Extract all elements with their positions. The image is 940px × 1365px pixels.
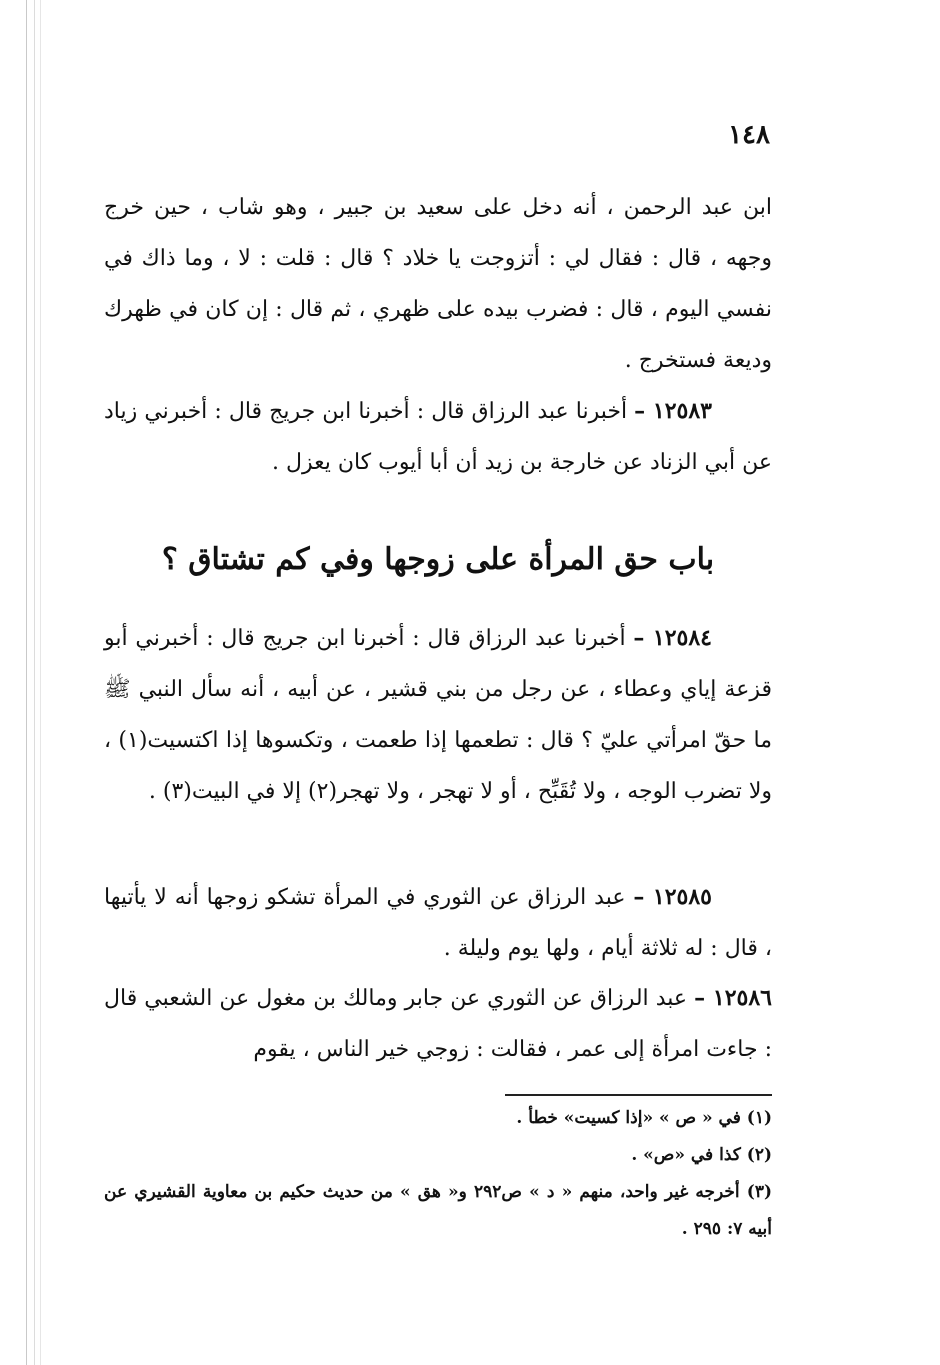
hadith-number: ١٢٥٨٦ – <box>694 985 772 1011</box>
hadith-number: ١٢٥٨٣ – <box>634 398 712 424</box>
paragraph-continuation <box>104 182 772 386</box>
footnote-2: (٢) كذا في «ص» . <box>631 1145 772 1165</box>
hadith-text: عبد الرزاق عن الثوري في المرأة تشكو زوجها أنه لا يأتيها ، قال : له ثلاثة أيام ، ولها يوم وليلة . <box>104 885 772 961</box>
hadith-text: عبد الرزاق عن الثوري عن جابر ومالك بن مغول عن الشعبي قال : جاءت امرأة إلى عمر ، فقالت : زوجي خير الناس ، يقوم <box>104 986 772 1062</box>
hadith-text: أخبرنا عبد الرزاق قال : أخبرنا ابن جريج قال : أخبرني زياد عن أبي الزناد عن خارجة بن زيد أن أبا أيوب كان يعزل . <box>104 399 772 475</box>
page-edge-line <box>26 0 27 1365</box>
hadith-12584 <box>104 613 772 817</box>
chapter-heading: باب حق المرأة على زوجها وفي كم تشتاق ؟ <box>161 542 715 577</box>
hadith-number: ١٢٥٨٥ – <box>633 884 712 910</box>
footnote-3: (٣) أخرجه غير واحد، منهم « د » ص٢٩٢ و« هق » من حديث حكيم بن معاوية القشيري عن أبيه ٧: ٢٩٥ . <box>104 1182 772 1239</box>
footnote-divider <box>505 1094 772 1096</box>
paragraph-text: ابن عبد الرحمن ، أنه دخل على سعيد بن جبير ، وهو شاب ، حين خرج وجهه ، قال : فقال لي : أتزوجت يا خلاد ؟ قال : قلت : لا ، وما ذاك في نفسي اليوم ، قال : فضرب بيده على ظهري ، ثم قال : إن كان في ظهرك وديعة فستخرج . <box>104 195 772 373</box>
page-number: ١٤٨ <box>728 120 770 150</box>
hadith-12586 <box>104 973 772 1075</box>
hadith-text: أخبرنا عبد الرزاق قال : أخبرنا ابن جريج قال : أخبرني أبو قزعة إياي وعطاء ، عن رجل من بني قشير ، عن أبيه ، أنه سأل النبي ﷺ ما حقّ امرأتي عليّ ؟ قال : تطعمها إذا طعمت ، وتكسوها إذا اكتسيت(١) ، ولا تضرب الوجه ، ولا تُقَبِّح ، أو لا تهجر ، ولا تهجر(٢) إلا في البيت(٣) . <box>104 626 772 804</box>
hadith-number: ١٢٥٨٤ – <box>633 625 712 651</box>
hadith-12583 <box>104 386 772 488</box>
footnotes <box>104 1100 772 1248</box>
page-edge-line <box>40 0 41 1365</box>
hadith-12585 <box>104 872 772 974</box>
page-edge-line <box>34 0 35 1365</box>
footnote-1: (١) في « ص » «إذا كسيت» خطأ . <box>516 1108 772 1128</box>
